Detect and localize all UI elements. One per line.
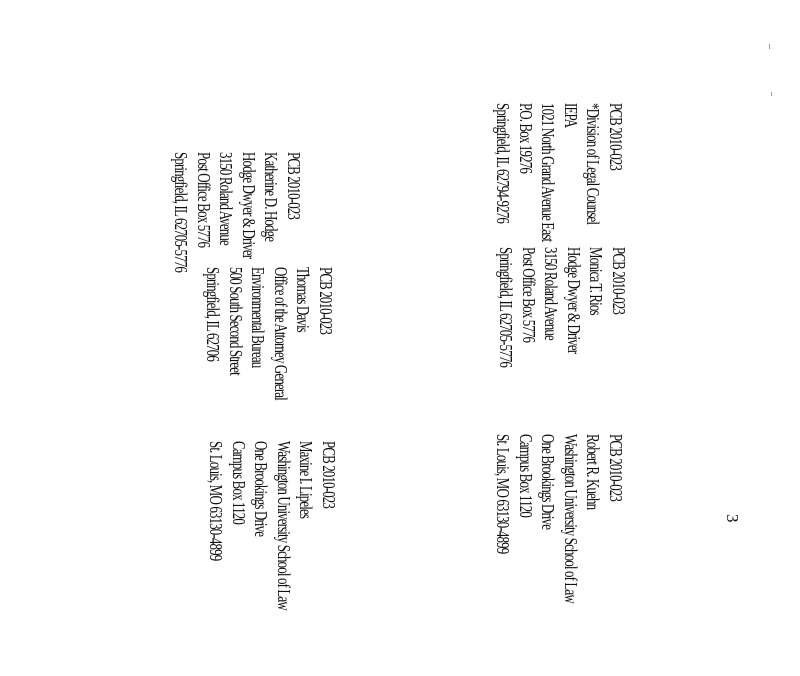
service-address-kuehn: [492, 434, 627, 669]
case-number: PCB 2010-023: [316, 267, 336, 335]
campus-box: Campus Box 1120: [516, 434, 536, 518]
recipient-name: Monica T. Rios: [586, 247, 607, 315]
recipient-name: Thomas Davis: [293, 267, 314, 332]
city-state-zip: Springfield, IL 62706: [203, 267, 224, 362]
service-address-davis: [202, 267, 337, 452]
organization: IEPA: [561, 103, 581, 128]
street-address: 3150 Roland Avenue: [216, 152, 237, 245]
street-address: One Brookings Drive: [538, 434, 559, 530]
case-number: PCB 2010-023: [319, 441, 339, 509]
recipient-name: Katherine D. Hodge: [261, 152, 282, 242]
case-number: PCB 2010-023: [609, 247, 629, 315]
city-state-zip: St. Louis, MO 63130-4899: [206, 441, 227, 561]
po-box: Post Office Box 5776: [519, 247, 539, 343]
case-number: PCB 2010-023: [606, 434, 626, 502]
recipient-name: *Division of Legal Counsel: [583, 103, 604, 225]
po-box: P.O. Box 19276: [516, 103, 536, 174]
organization: Office of the Attorney General: [271, 267, 291, 400]
recipient-name: Maxine I. Lipeles: [296, 441, 317, 519]
page-number: 3: [723, 514, 742, 523]
city-state-zip: Springfield, IL 62705-5776: [496, 247, 517, 367]
department: Environmental Bureau: [248, 267, 269, 368]
po-box: Post Office Box 5776: [194, 152, 214, 248]
street-address: 500 South Second Street: [226, 267, 246, 375]
street-address: 1021 North Grand Avenue East: [538, 103, 559, 242]
recipient-name: Robert R. Kuehn: [583, 434, 604, 510]
street-address: 3150 Roland Avenue: [541, 247, 562, 340]
organization: Hodge Dwyer & Driver: [564, 247, 584, 354]
city-state-zip: St. Louis, MO 63130-4899: [493, 434, 514, 554]
organization: Hodge Dwyer & Driver: [239, 152, 259, 259]
service-address-rios: [495, 247, 630, 414]
organization: Washington University School of Law: [274, 441, 294, 610]
scan-mark: [769, 44, 770, 49]
service-address-lipeles: [205, 441, 340, 676]
campus-box: Campus Box 1120: [229, 441, 249, 525]
organization: Washington University School of Law: [561, 434, 581, 603]
city-state-zip: Springfield, IL 62794-9276: [493, 103, 514, 223]
case-number: PCB 2010-023: [606, 103, 626, 171]
street-address: One Brookings Drive: [251, 441, 272, 537]
case-number: PCB 2010-023: [284, 152, 304, 220]
scan-mark: [771, 92, 772, 96]
city-state-zip: Springfield, IL 62705-5776: [171, 152, 192, 272]
